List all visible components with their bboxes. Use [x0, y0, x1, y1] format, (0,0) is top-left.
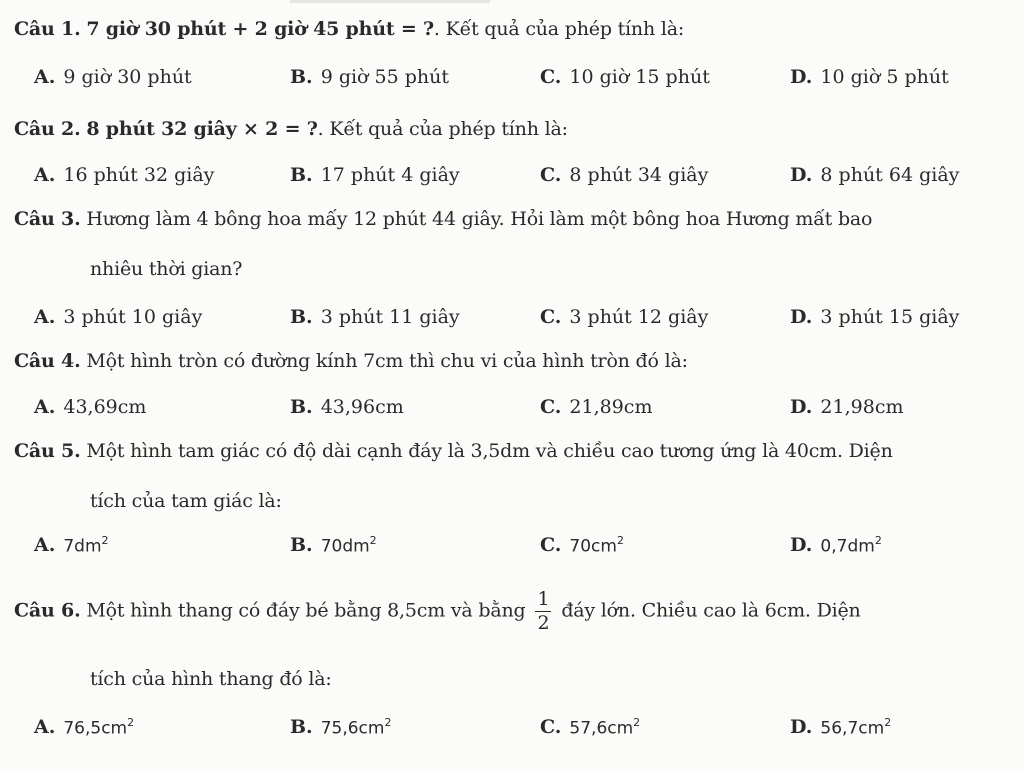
option-b[interactable] [290, 534, 377, 556]
option-label: C. [540, 534, 562, 557]
option-c[interactable] [540, 716, 640, 738]
option-text: 3 phút 10 giây [63, 306, 203, 328]
option-d[interactable] [790, 396, 903, 418]
option-text: 9 giờ 55 phút [320, 66, 450, 88]
option-d[interactable] [790, 66, 949, 88]
question-4-options [0, 396, 1024, 426]
option-b[interactable] [290, 306, 460, 328]
option-exponent: 2 [633, 716, 641, 729]
option-value: 0,7dm [820, 536, 875, 557]
question-text: Hương làm 4 bông hoa mấy 12 phút 44 giây. Hỏi làm một bông hoa Hương mất bao [86, 208, 873, 230]
fraction-denominator: 2 [537, 612, 550, 634]
question-6-stem-continued [90, 668, 332, 690]
option-label: A. [34, 716, 56, 739]
option-a[interactable] [34, 534, 109, 556]
option-text: 43,96cm [320, 396, 404, 418]
question-6-stem [14, 590, 861, 633]
question-number: Câu 6. [14, 599, 81, 622]
option-text: 3 phút 15 giây [820, 306, 960, 328]
question-text: Một hình tam giác có độ dài cạnh đáy là 3,5dm và chiều cao tương ứng là 40cm. Diện [86, 440, 893, 462]
question-text: đáy lớn. Chiều cao là 6cm. Diện [561, 599, 861, 622]
option-label: A. [34, 164, 56, 186]
option-exponent: 2 [384, 716, 392, 729]
option-exponent: 2 [101, 534, 109, 547]
option-exponent: 2 [616, 534, 624, 547]
question-expression: 8 phút 32 giây × 2 = ? [86, 118, 318, 140]
question-text: nhiêu thời gian? [90, 258, 243, 280]
question-6-options [0, 716, 1024, 746]
option-d[interactable] [790, 716, 891, 738]
option-c[interactable] [540, 164, 708, 186]
option-value: 57,6cm [569, 718, 634, 739]
question-number: Câu 1. [14, 18, 81, 40]
option-b[interactable] [290, 716, 391, 738]
option-label: A. [34, 306, 56, 328]
option-c[interactable] [540, 534, 624, 556]
option-d[interactable] [790, 534, 882, 556]
question-number: Câu 4. [14, 350, 81, 372]
option-label: C. [540, 716, 562, 739]
option-label: A. [34, 66, 56, 88]
top-edge-smudge [290, 0, 490, 3]
option-value: 56,7cm [820, 718, 885, 739]
option-label: B. [290, 716, 313, 739]
option-label: B. [290, 396, 313, 418]
question-text: Một hình thang có đáy bé bằng 8,5cm và bằng [86, 599, 526, 622]
option-text: 3 phút 11 giây [320, 306, 460, 328]
option-exponent: 2 [369, 534, 377, 547]
option-label: C. [540, 396, 562, 418]
option-label: C. [540, 164, 562, 186]
option-c[interactable] [540, 396, 652, 418]
option-label: B. [290, 306, 313, 328]
option-exponent: 2 [884, 716, 892, 729]
option-value: 76,5cm [63, 718, 128, 739]
option-value: 7dm [63, 536, 102, 557]
option-label: D. [790, 164, 813, 186]
option-d[interactable] [790, 164, 959, 186]
question-3-stem-continued [90, 258, 242, 280]
fraction-numerator: 1 [537, 588, 550, 610]
question-2-stem [14, 118, 568, 140]
option-text: 21,98cm [820, 396, 904, 418]
option-label: A. [34, 396, 56, 418]
question-5-options [0, 534, 1024, 564]
option-c[interactable] [540, 66, 710, 88]
option-label: D. [790, 306, 813, 328]
option-d[interactable] [790, 306, 959, 328]
question-4-stem [14, 350, 688, 372]
question-5-stem [14, 440, 893, 462]
option-label: C. [540, 306, 562, 328]
question-text: . Kết quả của phép tính là: [433, 18, 685, 40]
option-text: 43,69cm [63, 396, 147, 418]
question-expression: 7 giờ 30 phút + 2 giờ 45 phút = ? [86, 18, 434, 40]
question-number: Câu 5. [14, 440, 81, 462]
question-number: Câu 2. [14, 118, 81, 140]
option-label: D. [790, 66, 813, 88]
option-text: 10 giờ 15 phút [569, 66, 710, 88]
option-value: 70dm [320, 536, 370, 557]
question-text: . Kết quả của phép tính là: [317, 118, 568, 140]
option-text: 9 giờ 30 phút [63, 66, 192, 88]
option-b[interactable] [290, 396, 404, 418]
option-text: 3 phút 12 giây [569, 306, 709, 328]
question-1-stem [14, 18, 684, 40]
option-value: 70cm [569, 536, 617, 557]
option-exponent: 2 [874, 534, 882, 547]
option-text: 8 phút 64 giây [820, 164, 960, 186]
question-text: tích của hình thang đó là: [90, 668, 332, 690]
option-label: A. [34, 534, 56, 557]
question-number: Câu 3. [14, 208, 81, 230]
option-text: 21,89cm [569, 396, 653, 418]
option-c[interactable] [540, 306, 708, 328]
option-label: D. [790, 396, 813, 418]
option-text: 10 giờ 5 phút [820, 66, 949, 88]
option-a[interactable] [34, 66, 192, 88]
option-a[interactable] [34, 716, 134, 738]
option-label: B. [290, 66, 313, 88]
option-text: 16 phút 32 giây [63, 164, 215, 186]
option-label: D. [790, 716, 813, 739]
option-a[interactable] [34, 164, 214, 186]
question-2-options [0, 164, 1024, 194]
question-3-options [0, 306, 1024, 336]
option-value: 75,6cm [320, 718, 385, 739]
option-b[interactable] [290, 66, 449, 88]
option-b[interactable] [290, 164, 460, 186]
question-5-stem-continued [90, 490, 282, 512]
question-1-options [0, 66, 1024, 96]
option-a[interactable] [34, 396, 146, 418]
option-label: C. [540, 66, 562, 88]
option-label: B. [290, 534, 313, 557]
option-text: 17 phút 4 giây [320, 164, 460, 186]
question-text: tích của tam giác là: [90, 490, 282, 512]
option-label: B. [290, 164, 313, 186]
option-text: 8 phút 34 giây [569, 164, 709, 186]
question-text: Một hình tròn có đường kính 7cm thì chu vi của hình tròn đó là: [86, 350, 688, 372]
option-exponent: 2 [127, 716, 135, 729]
fraction [535, 590, 551, 633]
option-label: D. [790, 534, 813, 557]
option-a[interactable] [34, 306, 202, 328]
question-3-stem [14, 208, 872, 230]
